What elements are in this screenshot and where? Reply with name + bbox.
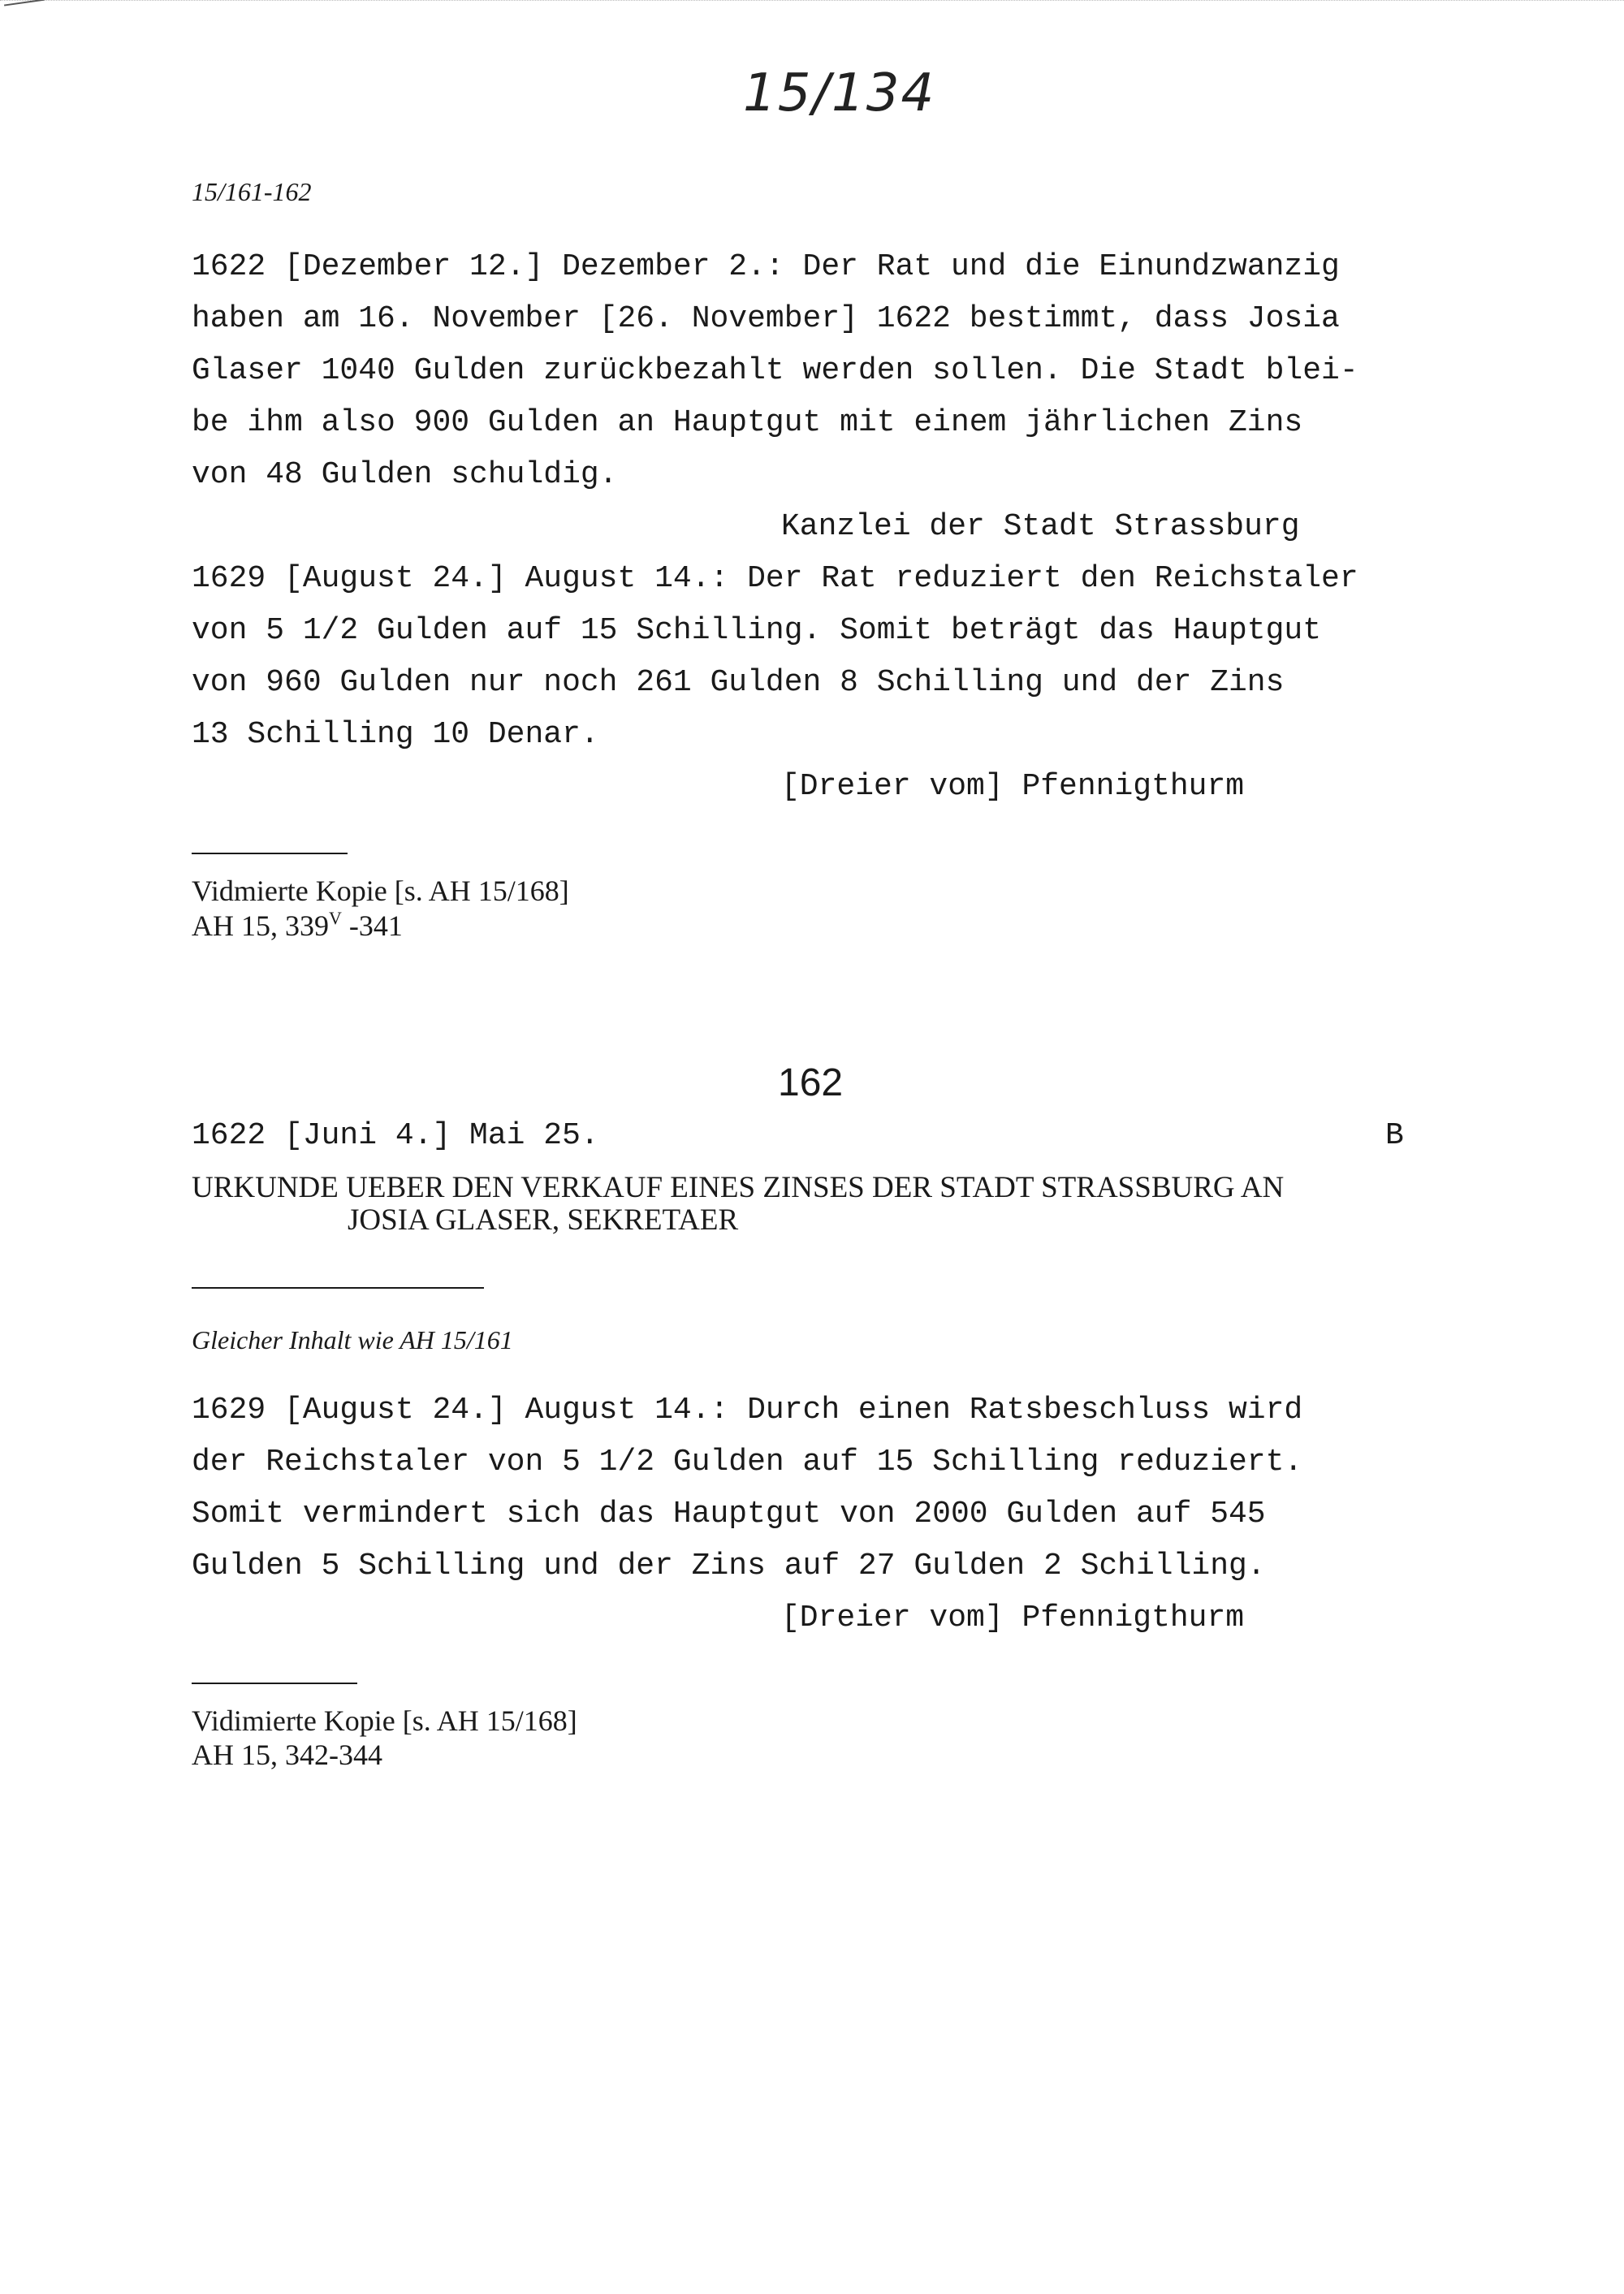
doc161-source-line: Vidmierte Kopie [s. AH 15/168] [192,875,569,907]
doc161-signature-kanzlei: Kanzlei der Stadt Strassburg [781,509,1300,544]
doc162-letter: B [1385,1118,1404,1153]
doc162-signature: [Dreier vom] Pfennigthurm [781,1601,1245,1635]
doc161-source-ref: AH 15, $339^V$ -341 [192,908,403,942]
corner-pen-mark [4,0,46,19]
doc161-para1-line: be ihm also 900 Gulden an Hauptgut mit einem jährlichen Zins [192,405,1303,440]
doc162-source-line: Vidimierte Kopie [s. AH 15/168] [192,1704,577,1737]
doc161-para1-line: von 48 Gulden schuldig. [192,457,618,492]
doc162-para-line: Somit vermindert sich das Hauptgut von 2000 Gulden auf 545 [192,1497,1266,1531]
doc161-para2-line: von 5 1/2 Gulden auf 15 Schilling. Somit beträgt das Hauptgut [192,613,1322,648]
doc162-date: 1622 [Juni 4.] Mai 25. [192,1118,599,1153]
doc162-para-line: 1629 [August 24.] August 14.: Durch einen Ratsbeschluss wird [192,1393,1303,1428]
footnote-rule [192,1683,357,1684]
doc162-title: JOSIA GLASER, SEKRETAER [348,1203,739,1237]
doc161-para2-line: 13 Schilling 10 Denar. [192,717,599,752]
doc161-para2-line: von 960 Gulden nur noch 261 Gulden 8 Schilling und der Zins [192,665,1285,700]
title-rule [192,1287,484,1289]
header-reference: 15/161-162 [192,177,312,206]
archive-number: 15/134 [743,63,936,123]
doc162-para-line: Gulden 5 Schilling und der Zins auf 27 Gulden 2 Schilling. [192,1549,1266,1583]
doc161-para1-line: 1622 [Dezember 12.] Dezember 2.: Der Rat und die Einundzwanzig [192,249,1340,284]
footnote-rule [192,853,348,854]
doc161-para1-line: Glaser 1040 Gulden zurückbezahlt werden sollen. Die Stadt blei- [192,353,1358,388]
doc162-source-ref: AH 15, 342-344 [192,1739,382,1771]
doc161-para1-line: haben am 16. November [26. November] 1622 bestimmt, dass Josia [192,301,1340,336]
doc162-number: 162 [778,1061,844,1104]
doc162-para-line: der Reichstaler von 5 1/2 Gulden auf 15 Schilling reduziert. [192,1445,1303,1480]
doc162-title: URKUNDE UEBER DEN VERKAUF EINES ZINSES DER STADT STRASSBURG AN [192,1171,1285,1204]
doc161-para2-line: 1629 [August 24.] August 14.: Der Rat reduziert den Reichstaler [192,561,1358,596]
scan-edge [0,0,1624,7]
doc162-same-content: Gleicher Inhalt wie AH 15/161 [192,1325,513,1354]
doc161-signature-pfennigthurm: [Dreier vom] Pfennigthurm [781,769,1245,804]
